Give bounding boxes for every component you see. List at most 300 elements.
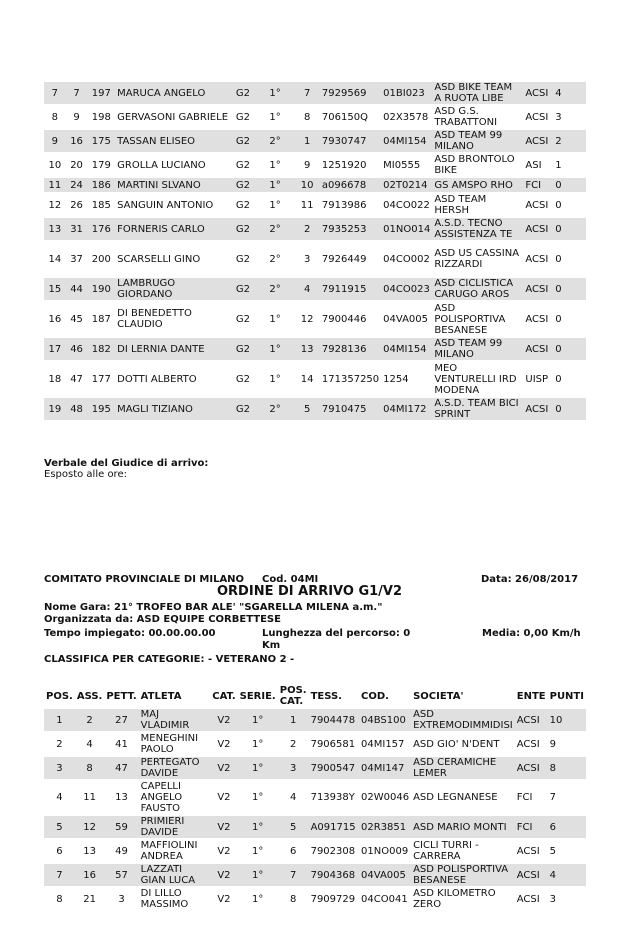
col-header-ass: ASS. [76, 690, 103, 702]
cell-pos: 7 [44, 82, 66, 104]
cell-punti: 0 [553, 338, 586, 360]
cell-poscat: 11 [294, 194, 319, 216]
cell-ente: ACSI [523, 194, 553, 216]
cell-cat: G2 [230, 130, 256, 152]
cell-pett: 13 [104, 781, 138, 814]
cell-societa: ASD BRONTOLO BIKE [432, 154, 523, 176]
cell-punti: 4 [548, 864, 586, 886]
cell-punti: 0 [553, 278, 586, 300]
cell-cod: 1254 [381, 362, 432, 396]
cell-poscat: 8 [294, 106, 319, 128]
cell-ente: ACSI [515, 888, 548, 910]
cell-ass: 9 [66, 106, 88, 128]
cell-punti: 0 [553, 302, 586, 336]
cell-cod: 01NO014 [381, 218, 432, 240]
cell-tess: 7911915 [320, 278, 381, 300]
table-row [44, 302, 586, 336]
cell-tess: 7902308 [309, 840, 359, 862]
table-row [44, 278, 586, 300]
cell-ente: ASI [523, 154, 553, 176]
cell-serie: 2° [256, 278, 295, 300]
table-row [44, 362, 586, 396]
cell-serie: 1° [256, 178, 295, 192]
cell-cod: 04CO022 [381, 194, 432, 216]
cell-cat: V2 [210, 709, 237, 731]
cell-serie: 1° [238, 888, 278, 910]
cell-tess: 7928136 [320, 338, 381, 360]
cell-pos: 11 [44, 178, 66, 192]
cell-pett: 57 [104, 864, 138, 886]
cell-tess: 7913986 [320, 194, 381, 216]
results-table-g2-body [44, 82, 586, 420]
cell-cod: 02X3578 [381, 106, 432, 128]
cell-pett: 190 [87, 278, 115, 300]
table-header-row [44, 685, 586, 707]
cell-pos: 6 [44, 840, 75, 862]
cell-pett: 41 [104, 733, 138, 755]
col-header-cat: CAT. [212, 690, 236, 702]
cell-punti: 4 [553, 82, 586, 104]
cell-cat: G2 [230, 194, 256, 216]
cell-serie: 1° [238, 864, 278, 886]
cell-cat: G2 [230, 338, 256, 360]
cell-pos: 8 [44, 888, 75, 910]
cell-cat: G2 [230, 302, 256, 336]
cell-poscat: 1 [294, 130, 319, 152]
cell-pett: 186 [87, 178, 115, 192]
cell-ass: 47 [66, 362, 88, 396]
cell-poscat: 10 [294, 178, 319, 192]
cell-serie: 2° [256, 218, 295, 240]
cell-cat: G2 [230, 362, 256, 396]
cell-pos: 10 [44, 154, 66, 176]
cell-societa: ASD BIKE TEAM A RUOTA LIBE [432, 82, 523, 104]
cell-pett: 182 [87, 338, 115, 360]
tempo-label: Tempo impiegato: 00.00.00.00 [44, 628, 216, 639]
cell-ente: ACSI [523, 106, 553, 128]
cell-poscat: 5 [294, 398, 319, 420]
cell-pett: 179 [87, 154, 115, 176]
cell-tess: A091715 [309, 816, 359, 838]
cell-cod: 04VA005 [359, 864, 411, 886]
cell-poscat: 5 [278, 816, 309, 838]
cell-cat: V2 [210, 781, 237, 814]
cell-pett: 177 [87, 362, 115, 396]
cell-tess: a096678 [320, 178, 381, 192]
date-label: Data: 26/08/2017 [481, 574, 579, 585]
cell-pett: 197 [87, 82, 115, 104]
cell-atleta: MAJ VLADIMIR [139, 709, 211, 731]
cell-ass: 46 [66, 338, 88, 360]
cell-ass: 4 [75, 733, 105, 755]
cell-tess: 7904478 [309, 709, 359, 731]
verbale-label: Verbale del Giudice di arrivo: [44, 458, 209, 469]
cell-ente: ACSI [523, 278, 553, 300]
cell-pos: 9 [44, 130, 66, 152]
cell-poscat: 2 [294, 218, 319, 240]
cod-label: Cod. 04MI [262, 574, 319, 585]
cell-punti: 0 [553, 178, 586, 192]
cell-atleta: CAPELLI ANGELO FAUSTO [139, 781, 211, 814]
cell-cat: G2 [230, 82, 256, 104]
cell-serie: 2° [256, 242, 295, 276]
cell-atleta: DI LERNIA DANTE [115, 338, 230, 360]
cell-cod: 01NO009 [359, 840, 411, 862]
table-row [44, 888, 586, 910]
table-row [44, 733, 586, 755]
cell-ente: ACSI [523, 82, 553, 104]
organizzata-label: Organizzata da: ASD EQUIPE CORBETTESE [44, 614, 281, 625]
cell-ente: ACSI [515, 840, 548, 862]
col-header-poscat: POS. CAT. [279, 685, 307, 707]
cell-pett: 49 [104, 840, 138, 862]
cell-cod: MI0555 [381, 154, 432, 176]
cell-serie: 2° [256, 398, 295, 420]
cell-serie: 1° [256, 154, 295, 176]
cell-punti: 8 [548, 757, 586, 779]
cell-ass: 45 [66, 302, 88, 336]
cell-societa: ASD TEAM 99 MILANO [432, 338, 523, 360]
cell-ass: 8 [75, 757, 105, 779]
cell-poscat: 4 [294, 278, 319, 300]
table-row [44, 338, 586, 360]
cell-cod: 04MI172 [381, 398, 432, 420]
cell-punti: 2 [553, 130, 586, 152]
cell-ass: 13 [75, 840, 105, 862]
table-row [44, 840, 586, 862]
cell-serie: 1° [238, 816, 278, 838]
cell-ass: 7 [66, 82, 88, 104]
cell-societa: ASD LEGNANESE [411, 781, 515, 814]
cell-poscat: 3 [294, 242, 319, 276]
cell-tess: 7930747 [320, 130, 381, 152]
cell-pos: 16 [44, 302, 66, 336]
cell-tess: 7909729 [309, 888, 359, 910]
cell-atleta: FORNERIS CARLO [115, 218, 230, 240]
cell-pett: 185 [87, 194, 115, 216]
cell-atleta: MAFFIOLINI ANDREA [139, 840, 211, 862]
cell-pett: 176 [87, 218, 115, 240]
results-table-g2 [44, 80, 586, 422]
cell-serie: 1° [256, 338, 295, 360]
cell-ass: 24 [66, 178, 88, 192]
cell-punti: 1 [553, 154, 586, 176]
cell-pett: 27 [104, 709, 138, 731]
cell-pos: 1 [44, 709, 75, 731]
cell-atleta: LAMBRUGO GIORDANO [115, 278, 230, 300]
cell-cat: G2 [230, 154, 256, 176]
cell-serie: 1° [256, 194, 295, 216]
cell-poscat: 14 [294, 362, 319, 396]
cell-pos: 19 [44, 398, 66, 420]
cell-tess: 7935253 [320, 218, 381, 240]
cell-societa: GS AMSPO RHO [432, 178, 523, 192]
cell-atleta: SANGUIN ANTONIO [115, 194, 230, 216]
cell-tess: 7926449 [320, 242, 381, 276]
cell-pos: 8 [44, 106, 66, 128]
cell-cat: G2 [230, 106, 256, 128]
cell-poscat: 2 [278, 733, 309, 755]
table-row [44, 82, 586, 104]
results-table-v2-body [44, 709, 586, 910]
cell-pett: 175 [87, 130, 115, 152]
cell-societa: ASD CERAMICHE LEMER [411, 757, 515, 779]
cell-ass: 31 [66, 218, 88, 240]
cell-tess: 7910475 [320, 398, 381, 420]
table-row [44, 757, 586, 779]
cell-ente: FCI [515, 781, 548, 814]
cell-atleta: GROLLA LUCIANO [115, 154, 230, 176]
cell-ente: UISP [523, 362, 553, 396]
cell-serie: 1° [238, 733, 278, 755]
cell-punti: 0 [553, 218, 586, 240]
cell-societa: ASD CICLISTICA CARUGO AROS [432, 278, 523, 300]
cell-ass: 16 [75, 864, 105, 886]
cell-societa: ASD KILOMETRO ZERO [411, 888, 515, 910]
table-row [44, 781, 586, 814]
cell-ass: 16 [66, 130, 88, 152]
cell-cat: V2 [210, 888, 237, 910]
cell-serie: 1° [238, 781, 278, 814]
cell-pett: 47 [104, 757, 138, 779]
cell-societa: ASD EXTREMODIMMIDISI [413, 709, 513, 731]
cell-ente: ACSI [523, 398, 553, 420]
cell-poscat: 4 [278, 781, 309, 814]
cell-societa: ASD POLISPORTIVA BESANESE [432, 302, 523, 336]
cell-pos: 7 [44, 864, 75, 886]
cell-cod: 02W0046 [359, 781, 411, 814]
cell-atleta: MENEGHINI PAOLO [139, 733, 211, 755]
page-title: ORDINE DI ARRIVO G1/V2 [217, 584, 403, 599]
cell-pett: 200 [87, 242, 115, 276]
table-row [44, 130, 586, 152]
cell-cod: 02R3851 [359, 816, 411, 838]
table-row [44, 398, 586, 420]
lunghezza-label: Lunghezza del percorso: 0 [262, 628, 411, 639]
cell-cat: V2 [210, 864, 237, 886]
cell-ass: 12 [75, 816, 105, 838]
col-header-pett: PETT. [106, 690, 137, 702]
cell-cat: V2 [210, 733, 237, 755]
cell-ente: ACSI [523, 218, 553, 240]
cell-cod: 04MI157 [359, 733, 411, 755]
cell-atleta: GERVASONI GABRIELE [115, 106, 230, 128]
cell-societa: A.S.D. TECNO ASSISTENZA TE [432, 218, 523, 240]
cell-cod: 01BI023 [381, 82, 432, 104]
cell-tess: 713938Y [309, 781, 359, 814]
cell-poscat: 9 [294, 154, 319, 176]
cell-ass: 48 [66, 398, 88, 420]
cell-societa: A.S.D. TEAM BICI SPRINT [432, 398, 523, 420]
table-row [44, 178, 586, 192]
cell-cat: V2 [210, 757, 237, 779]
col-header-atleta: ATLETA [140, 690, 182, 702]
cell-punti: 7 [548, 781, 586, 814]
cell-serie: 1° [238, 757, 278, 779]
cell-cat: G2 [230, 398, 256, 420]
cell-poscat: 7 [294, 82, 319, 104]
cell-serie: 1° [256, 82, 295, 104]
cell-serie: 1° [238, 840, 278, 862]
cell-tess: 7900446 [320, 302, 381, 336]
cell-pett: 198 [87, 106, 115, 128]
cell-atleta: MAGLI TIZIANO [115, 398, 230, 420]
table-row [44, 816, 586, 838]
cell-tess: 7900547 [309, 757, 359, 779]
cell-societa: ASD MARIO MONTI [411, 816, 515, 838]
cell-ente: ACSI [515, 733, 548, 755]
cell-societa: CICLI TURRI - CARRERA [411, 840, 515, 862]
cell-tess: 7929569 [320, 82, 381, 104]
media-label: Media: 0,00 Km/h [482, 628, 581, 639]
cell-tess: 706150Q [320, 106, 381, 128]
cell-atleta: LAZZATI GIAN LUCA [139, 864, 211, 886]
cell-atleta: PRIMIERI DAVIDE [139, 816, 211, 838]
cell-cod: 04CO023 [381, 278, 432, 300]
cell-serie: 1° [238, 709, 278, 731]
cell-societa: ASD US CASSINA RIZZARDI [432, 242, 523, 276]
cell-atleta: MARUCA ANGELO [115, 82, 230, 104]
cell-pett: 187 [87, 302, 115, 336]
cell-ass: 26 [66, 194, 88, 216]
cell-punti: 9 [548, 733, 586, 755]
cell-poscat: 12 [294, 302, 319, 336]
cell-cat: V2 [210, 816, 237, 838]
esposto-label: Esposto alle ore: [44, 469, 127, 480]
cell-ass: 20 [66, 154, 88, 176]
table-row [44, 218, 586, 240]
cell-punti: 10 [548, 709, 586, 731]
col-header-tess: TESS. [310, 690, 342, 702]
cell-cod: 02T0214 [381, 178, 432, 192]
comitato-label: COMITATO PROVINCIALE DI MILANO [44, 574, 245, 585]
cell-punti: 0 [553, 398, 586, 420]
cell-societa: ASD TEAM 99 MILANO [432, 130, 523, 152]
cell-punti: 0 [553, 242, 586, 276]
table-row [44, 709, 586, 731]
cell-pos: 17 [44, 338, 66, 360]
table-row [44, 154, 586, 176]
cell-poscat: 6 [278, 840, 309, 862]
cell-atleta: DI BENEDETTO CLAUDIO [115, 302, 230, 336]
cell-punti: 5 [548, 840, 586, 862]
cell-ente: ACSI [523, 242, 553, 276]
classifica-label: CLASSIFICA PER CATEGORIE: - VETERANO 2 - [44, 654, 295, 665]
cell-pos: 13 [44, 218, 66, 240]
cell-cat: G2 [230, 218, 256, 240]
cell-pos: 5 [44, 816, 75, 838]
cell-cod: 04CO041 [359, 888, 411, 910]
cell-cod: 04BS100 [359, 709, 411, 731]
cell-cod: 04MI154 [381, 338, 432, 360]
cell-societa: ASD POLISPORTIVA BESANESE [411, 864, 515, 886]
cell-ente: ACSI [515, 709, 548, 731]
cell-pos: 14 [44, 242, 66, 276]
cell-serie: 1° [256, 362, 295, 396]
cell-societa: ASD GIO' N'DENT [411, 733, 515, 755]
cell-pett: 59 [104, 816, 138, 838]
cell-tess: 7904368 [309, 864, 359, 886]
col-header-ente: ENTE [516, 690, 546, 702]
nome-gara-label: Nome Gara: 21° TROFEO BAR ALE' "SGARELLA MILENA a.m." [44, 602, 383, 613]
cell-punti: 0 [553, 194, 586, 216]
cell-pos: 18 [44, 362, 66, 396]
cell-atleta: SCARSELLI GINO [115, 242, 230, 276]
table-row [44, 242, 586, 276]
cell-ente: ACSI [523, 338, 553, 360]
cell-serie: 1° [256, 302, 295, 336]
cell-poscat: 13 [294, 338, 319, 360]
km-label: Km [262, 640, 281, 651]
cell-ente: FCI [523, 178, 553, 192]
cell-poscat: 3 [278, 757, 309, 779]
cell-poscat: 1 [278, 709, 309, 731]
cell-tess: 171357250 [320, 362, 381, 396]
cell-atleta: PERTEGATO DAVIDE [139, 757, 211, 779]
results-table-v2 [44, 683, 586, 912]
cell-serie: 1° [256, 106, 295, 128]
cell-societa: ASD TEAM HERSH [432, 194, 523, 216]
cell-cod: 04CO002 [381, 242, 432, 276]
cell-punti: 3 [553, 106, 586, 128]
cell-pos: 15 [44, 278, 66, 300]
cell-cat: V2 [210, 840, 237, 862]
cell-atleta: DI LILLO MASSIMO [139, 888, 211, 910]
cell-ente: ACSI [515, 757, 548, 779]
cell-ass: 11 [75, 781, 105, 814]
cell-ente: ACSI [515, 864, 548, 886]
cell-pos: 2 [44, 733, 75, 755]
cell-societa: MEO VENTURELLI IRD MODENA [432, 362, 523, 396]
table-row [44, 106, 586, 128]
cell-pos: 12 [44, 194, 66, 216]
col-header-serie: SERIE. [239, 690, 276, 702]
cell-cod: 04VA005 [381, 302, 432, 336]
cell-pett: 3 [104, 888, 138, 910]
cell-tess: 7906581 [309, 733, 359, 755]
cell-cat: G2 [230, 242, 256, 276]
cell-ass: 37 [66, 242, 88, 276]
cell-poscat: 8 [278, 888, 309, 910]
cell-ass: 44 [66, 278, 88, 300]
cell-poscat: 7 [278, 864, 309, 886]
cell-punti: 0 [553, 362, 586, 396]
cell-cod: 04MI154 [381, 130, 432, 152]
cell-atleta: TASSAN ELISEO [115, 130, 230, 152]
cell-ente: ACSI [523, 302, 553, 336]
cell-societa: ASD G.S. TRABATTONI [432, 106, 523, 128]
cell-cod: 04MI147 [359, 757, 411, 779]
cell-ente: ACSI [523, 130, 553, 152]
cell-atleta: DOTTI ALBERTO [115, 362, 230, 396]
cell-pos: 4 [44, 781, 75, 814]
cell-pett: 195 [87, 398, 115, 420]
cell-ass: 2 [75, 709, 105, 731]
table-row [44, 194, 586, 216]
cell-serie: 2° [256, 130, 295, 152]
cell-ente: FCI [515, 816, 548, 838]
col-header-cod: COD. [361, 690, 389, 702]
cell-ass: 21 [75, 888, 105, 910]
cell-atleta: MARTINI SLVANO [115, 178, 230, 192]
cell-cat: G2 [230, 278, 256, 300]
col-header-societa: SOCIETA' [413, 690, 464, 702]
col-header-pos: POS. [46, 690, 73, 702]
cell-tess: 1251920 [320, 154, 381, 176]
col-header-punti: PUNTI [549, 690, 584, 702]
cell-cat: G2 [230, 178, 256, 192]
cell-punti: 3 [548, 888, 586, 910]
